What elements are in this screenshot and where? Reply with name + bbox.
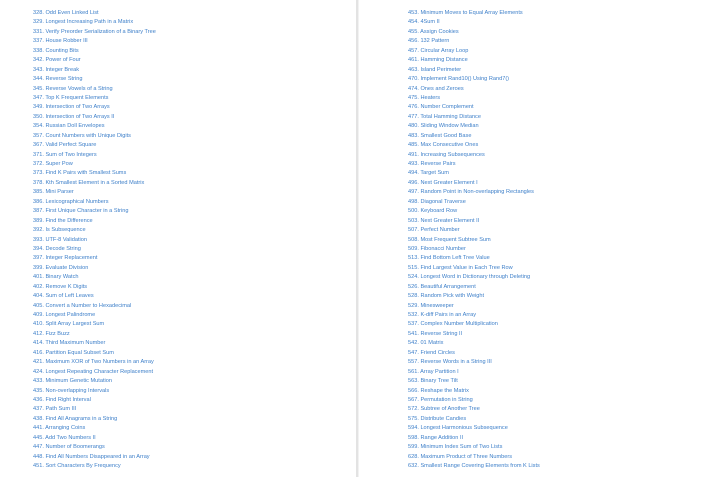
problem-link[interactable]: 372. Super Pow — [33, 161, 73, 167]
problem-list-item — [408, 179, 708, 188]
problem-link[interactable]: 561. Array Partition I — [408, 368, 459, 375]
problem-link[interactable]: 329. Longest Increasing Path in a Matrix — [33, 19, 134, 26]
problem-list-item — [33, 94, 333, 103]
problem-list-item — [408, 160, 708, 169]
problem-link[interactable]: 389. Find the Difference — [33, 217, 93, 224]
problem-link[interactable]: 338. Counting Bits — [33, 47, 79, 54]
problem-link[interactable]: 404. Sum of Left Leaves — [33, 293, 94, 300]
problem-list-item — [408, 132, 708, 141]
problem-list-item — [33, 330, 333, 339]
problem-list-item — [408, 339, 708, 348]
problem-list-item — [33, 254, 333, 263]
problem-list-item — [33, 358, 333, 367]
problem-link[interactable]: 508. Most Frequent Subtree Sum — [408, 236, 491, 243]
problem-link[interactable]: 349. Intersection of Two Arrays — [33, 104, 110, 111]
problem-link[interactable]: 397. Integer Replacement — [33, 255, 98, 262]
problem-link[interactable]: 328. Odd Even Linked List — [33, 10, 99, 16]
problem-link[interactable]: 451. Sort Characters By Frequency — [33, 463, 121, 469]
problem-list-item — [408, 273, 708, 282]
problem-list-item — [33, 396, 333, 405]
problem-link[interactable]: 557. Reverse Words in a String III — [408, 359, 492, 366]
problem-list-item — [408, 283, 708, 292]
problem-link[interactable]: 445. Add Two Numbers II — [33, 434, 96, 441]
problem-list-item — [408, 302, 708, 311]
problem-list-item — [33, 377, 333, 386]
problem-link[interactable]: 344. Reverse String — [33, 76, 83, 83]
problem-link[interactable]: 572. Subtree of Another Tree — [408, 406, 480, 413]
problem-list-item — [33, 207, 333, 216]
problem-link[interactable]: 436. Find Right Interval — [33, 396, 91, 403]
problem-link[interactable]: 337. House Robber III — [33, 38, 88, 45]
problem-list-item — [408, 217, 708, 226]
problem-link[interactable]: 483. Smallest Good Base — [408, 132, 472, 139]
problem-list-item — [33, 415, 333, 424]
problem-list-right — [408, 9, 708, 471]
problem-list-item — [33, 141, 333, 150]
problem-list-item — [408, 424, 708, 433]
problem-list-item — [408, 226, 708, 235]
problem-list-item — [33, 217, 333, 226]
problem-list-item — [408, 103, 708, 112]
problem-link[interactable]: 598. Range Addition II — [408, 434, 464, 441]
problem-link[interactable]: 424. Longest Repeating Character Replacement — [33, 368, 154, 375]
problem-list-item — [408, 37, 708, 46]
problem-list-item — [33, 320, 333, 329]
problem-list-left — [33, 9, 333, 471]
problem-link[interactable]: 454. 4Sum II — [408, 19, 440, 26]
problem-link[interactable]: 409. Longest Palindrome — [33, 312, 96, 318]
problem-list-item — [408, 198, 708, 207]
problem-list-item — [33, 85, 333, 94]
problem-list-item — [33, 462, 333, 471]
problem-list-item — [33, 264, 333, 273]
problem-link[interactable]: 455. Assign Cookies — [408, 28, 459, 35]
problem-link[interactable]: 457. Circular Array Loop — [408, 47, 469, 54]
problem-link[interactable]: 497. Random Point in Non-overlapping Rectangles — [408, 189, 534, 196]
problem-list-item — [408, 368, 708, 377]
problem-list-item — [408, 405, 708, 414]
problem-list-item — [33, 236, 333, 245]
problem-list-item — [408, 443, 708, 452]
problem-list-item — [33, 387, 333, 396]
problem-link[interactable]: 567. Permutation in String — [408, 396, 473, 403]
problem-link[interactable]: 435. Non-overlapping Intervals — [33, 387, 110, 394]
problem-list-item — [33, 18, 333, 27]
problem-list-item — [408, 396, 708, 405]
problem-list-item — [33, 66, 333, 75]
problem-link[interactable]: 437. Path Sum III — [33, 406, 77, 413]
problem-link[interactable]: 392. Is Subsequence — [33, 227, 86, 234]
problem-list-item — [33, 9, 333, 18]
problem-link[interactable]: 563. Binary Tree Tilt — [408, 378, 458, 385]
problem-list-item — [408, 56, 708, 65]
problem-list-item — [408, 141, 708, 150]
problem-link[interactable]: 378. Kth Smallest Element in a Sorted Matrix — [33, 179, 145, 186]
problem-list-item — [408, 387, 708, 396]
problem-list-item — [408, 66, 708, 75]
problem-link[interactable]: 528. Random Pick with Weight — [408, 293, 485, 300]
problem-link[interactable]: 367. Valid Perfect Square — [33, 142, 97, 149]
problem-link[interactable]: 394. Decode String — [33, 245, 81, 252]
problem-link[interactable]: 385. Mini Parser — [33, 189, 74, 196]
problem-list-item — [408, 94, 708, 103]
problem-link[interactable]: 494. Target Sum — [408, 170, 449, 177]
problem-list-item — [408, 462, 708, 471]
problem-list-item — [33, 132, 333, 141]
problem-list-item — [408, 75, 708, 84]
problem-list-item — [33, 273, 333, 282]
problem-list-item — [408, 415, 708, 424]
problem-link[interactable]: 405. Convert a Number to Hexadecimal — [33, 302, 132, 309]
problem-link[interactable]: 350. Intersection of Two Arrays II — [33, 113, 115, 120]
problem-list-item — [33, 151, 333, 160]
problem-list-item — [33, 47, 333, 56]
problem-link[interactable]: 345. Reverse Vowels of a String — [33, 85, 113, 92]
problem-link[interactable]: 524. Longest Word in Dictionary through Deleting — [408, 274, 531, 281]
problem-list-item — [408, 358, 708, 367]
problem-link[interactable]: 416. Partition Equal Subset Sum — [33, 349, 114, 356]
problem-link[interactable]: 386. Lexicographical Numbers — [33, 198, 109, 205]
problem-list-item — [408, 169, 708, 178]
problem-list-item — [33, 103, 333, 112]
problem-list-item — [408, 264, 708, 273]
problem-link[interactable]: 542. 01 Matrix — [408, 340, 444, 347]
problem-link[interactable]: 547. Friend Circles — [408, 349, 455, 356]
problem-link[interactable]: 354. Russian Doll Envelopes — [33, 123, 105, 130]
problem-link[interactable]: 441. Arranging Coins — [33, 425, 86, 432]
problem-list-item — [33, 198, 333, 207]
problem-link[interactable]: 532. K-diff Pairs in an Array — [408, 312, 476, 318]
problem-list-item — [33, 424, 333, 433]
problem-link[interactable]: 491. Increasing Subsequences — [408, 151, 485, 158]
problem-link[interactable]: 331. Verify Preorder Serialization of a Binary Tree — [33, 28, 156, 35]
problem-list-item — [33, 75, 333, 84]
problem-list-item — [33, 292, 333, 301]
problem-link[interactable]: 347. Top K Frequent Elements — [33, 94, 109, 101]
problem-link[interactable]: 447. Number of Boomerangs — [33, 444, 105, 451]
problem-list-item — [33, 302, 333, 311]
problem-list-item — [33, 245, 333, 254]
problem-list-item — [33, 311, 333, 320]
problem-link[interactable]: 475. Heaters — [408, 94, 441, 101]
problem-link[interactable]: 342. Power of Four — [33, 57, 81, 64]
problem-link[interactable]: 399. Evaluate Division — [33, 264, 89, 271]
problem-link[interactable]: 513. Find Bottom Left Tree Value — [408, 255, 490, 262]
problem-link[interactable]: 541. Reverse String II — [408, 330, 463, 337]
problem-list-item — [33, 179, 333, 188]
problem-list-item — [408, 245, 708, 254]
problem-list-item — [408, 349, 708, 358]
problem-list-item — [408, 18, 708, 27]
problem-link[interactable]: 393. UTF-8 Validation — [33, 236, 87, 243]
problem-link[interactable]: 414. Third Maximum Number — [33, 340, 106, 347]
problem-link[interactable]: 507. Perfect Number — [408, 227, 460, 234]
problem-list-item — [33, 405, 333, 414]
problem-link[interactable]: 632. Smallest Range Covering Elements from K Lists — [408, 463, 540, 469]
problem-list-item — [408, 292, 708, 301]
problem-link[interactable]: 402. Remove K Digits — [33, 283, 88, 290]
problem-link[interactable]: 474. Ones and Zeroes — [408, 85, 464, 92]
problem-list-item — [408, 320, 708, 329]
problem-list-item — [408, 188, 708, 197]
problem-link[interactable]: 496. Next Greater Element I — [408, 179, 478, 186]
problem-list-item — [33, 443, 333, 452]
problem-link[interactable]: 456. 132 Pattern — [408, 38, 450, 45]
problem-link[interactable]: 463. Island Perimeter — [408, 66, 462, 73]
problem-link[interactable]: 387. First Unique Character in a String — [33, 208, 129, 215]
problem-list-item — [408, 113, 708, 122]
problem-link[interactable]: 410. Split Array Largest Sum — [33, 321, 105, 328]
problem-link[interactable]: 503. Next Greater Element II — [408, 217, 480, 224]
problem-link[interactable]: 421. Maximum XOR of Two Numbers in an Array — [33, 359, 154, 366]
problem-list-item — [408, 9, 708, 18]
problem-list-item — [33, 283, 333, 292]
problem-link[interactable]: 401. Binary Watch — [33, 274, 79, 281]
problem-list-item — [33, 28, 333, 37]
problem-list-item — [408, 122, 708, 131]
problem-list-item — [33, 122, 333, 131]
problem-link[interactable]: 515. Find Largest Value in Each Tree Row — [408, 264, 513, 271]
problem-list-item — [33, 339, 333, 348]
problem-link[interactable]: 453. Minimum Moves to Equal Array Elements — [408, 10, 523, 16]
problem-list-item — [33, 56, 333, 65]
problem-link[interactable]: 480. Sliding Window Median — [408, 123, 479, 130]
problem-list-item — [408, 311, 708, 320]
problem-list-item — [33, 368, 333, 377]
problem-list-item — [33, 349, 333, 358]
problem-list-item — [408, 377, 708, 386]
problem-link[interactable]: 373. Find K Pairs with Smallest Sums — [33, 170, 127, 177]
problem-link[interactable]: 433. Minimum Genetic Mutation — [33, 378, 112, 385]
problem-list-item — [33, 37, 333, 46]
problem-link[interactable]: 529. Minesweeper — [408, 302, 454, 309]
problem-list-item — [33, 188, 333, 197]
problem-list-item — [408, 85, 708, 94]
problem-list-item — [33, 160, 333, 169]
problem-link[interactable]: 575. Distribute Candies — [408, 415, 467, 422]
problem-list-item — [408, 254, 708, 263]
problem-list-item — [33, 113, 333, 122]
problem-link[interactable]: 448. Find All Numbers Disappeared in an Array — [33, 453, 150, 460]
problem-list-item — [408, 434, 708, 443]
problem-list-item — [33, 453, 333, 462]
problem-list-item — [408, 330, 708, 339]
problem-link[interactable]: 412. Fizz Buzz — [33, 330, 70, 337]
problem-link[interactable]: 509. Fibonacci Number — [408, 245, 466, 252]
problem-list-item — [408, 151, 708, 160]
problem-link[interactable]: 470. Implement Rand10() Using Rand7() — [408, 76, 510, 83]
problem-link[interactable]: 461. Hamming Distance — [408, 57, 468, 64]
problem-link[interactable]: 371. Sum of Two Integers — [33, 151, 97, 158]
problem-link[interactable]: 477. Total Hamming Distance — [408, 113, 481, 120]
problem-list-item — [33, 169, 333, 178]
problem-list-item — [33, 226, 333, 235]
problem-link[interactable]: 594. Longest Harmonious Subsequence — [408, 425, 508, 432]
problem-link[interactable]: 485. Max Consecutive Ones — [408, 142, 479, 149]
problem-list-item — [408, 47, 708, 56]
problem-list-item — [408, 236, 708, 245]
problem-link[interactable]: 498. Diagonal Traverse — [408, 198, 466, 205]
problem-link[interactable]: 628. Maximum Product of Three Numbers — [408, 453, 513, 460]
problem-link[interactable]: 500. Keyboard Row — [408, 208, 458, 215]
problem-link[interactable]: 357. Count Numbers with Unique Digits — [33, 132, 131, 139]
problem-link[interactable]: 343. Integer Break — [33, 66, 80, 73]
problem-link[interactable]: 599. Minimum Index Sum of Two Lists — [408, 444, 503, 451]
problem-list-item — [408, 207, 708, 216]
problem-list-item — [33, 434, 333, 443]
problem-link[interactable]: 476. Number Complement — [408, 104, 474, 111]
problem-link[interactable]: 438. Find All Anagrams in a String — [33, 415, 118, 422]
problem-link[interactable]: 526. Beautiful Arrangement — [408, 283, 476, 290]
problem-list-item — [408, 453, 708, 462]
problem-list-item — [408, 28, 708, 37]
problem-link[interactable]: 566. Reshape the Matrix — [408, 387, 469, 394]
column-divider-shadow — [358, 0, 359, 477]
problem-link[interactable]: 493. Reverse Pairs — [408, 161, 456, 167]
problem-link[interactable]: 537. Complex Number Multiplication — [408, 321, 498, 328]
